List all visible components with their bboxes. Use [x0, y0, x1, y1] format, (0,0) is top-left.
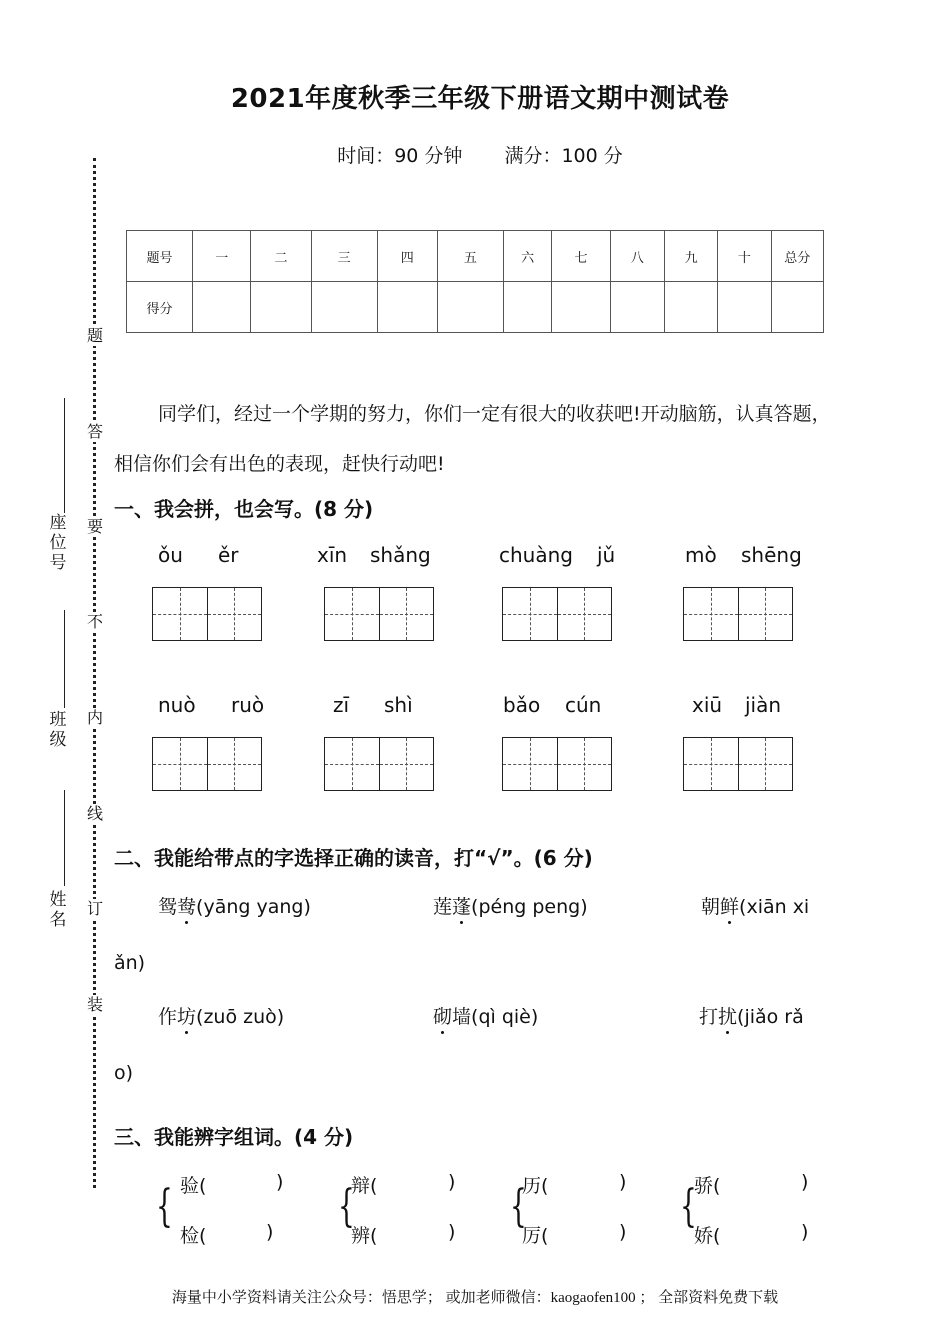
dotted-char: 鲜	[720, 892, 739, 919]
pinyin: shì	[384, 693, 413, 717]
writing-grid[interactable]	[683, 587, 793, 641]
close-paren: )	[619, 1221, 627, 1243]
pinyin-options: (qì qiè)	[471, 1006, 539, 1028]
score-cell[interactable]	[311, 282, 377, 333]
close-paren: )	[448, 1221, 456, 1243]
table-header-cell: 二	[251, 231, 311, 282]
pinyin: shēng	[741, 543, 802, 567]
reading-item-wrap: ǎn)	[114, 952, 146, 974]
close-paren: )	[801, 1221, 809, 1243]
dotted-char: 蓬	[452, 892, 471, 919]
table-header-cell: 六	[503, 231, 551, 282]
brace-icon: {	[680, 1181, 697, 1232]
reading-item[interactable]	[433, 892, 588, 919]
word-char: 娇(	[694, 1225, 721, 1247]
exam-meta	[0, 141, 950, 168]
pinyin: mò	[685, 543, 717, 567]
pinyin: jǔ	[597, 543, 616, 567]
pinyin: zī	[333, 693, 350, 717]
item-char: 鸳	[158, 896, 178, 918]
writing-grid[interactable]	[324, 737, 434, 791]
table-header-cell: 九	[664, 231, 717, 282]
close-paren: )	[448, 1171, 456, 1193]
seat-number-label: 座位号	[49, 513, 67, 573]
binding-char: 装	[86, 995, 103, 1014]
pinyin: xiū	[692, 693, 723, 717]
binding-char: 要	[86, 517, 103, 536]
table-header-cell: 十	[718, 231, 771, 282]
table-header-cell: 七	[552, 231, 610, 282]
score-cell[interactable]	[251, 282, 311, 333]
reading-item[interactable]	[433, 1002, 538, 1029]
section3-title: 三、我能辨字组词。(4 分)	[114, 1125, 354, 1149]
exam-time: 时间：90 分钟	[337, 145, 463, 167]
section1-title: 一、我会拼，也会写。(8 分)	[114, 497, 374, 521]
page-footer: 海量中小学资料请关注公众号：悟思学； 或加老师微信：kaogaofen100 ； 全部资料免费下载	[171, 1290, 779, 1306]
score-cell[interactable]	[610, 282, 664, 333]
table-header-cell: 四	[377, 231, 437, 282]
pinyin: ěr	[218, 543, 239, 567]
brace-icon: {	[510, 1181, 527, 1232]
score-cell[interactable]	[771, 282, 823, 333]
pinyin: xīn	[317, 543, 348, 567]
dotted-char: 扰	[718, 1002, 737, 1029]
item-char: 墙	[452, 1006, 472, 1028]
close-paren: )	[266, 1221, 274, 1243]
pinyin: jiàn	[745, 693, 782, 717]
word-char: 辨(	[351, 1225, 378, 1247]
writing-grid[interactable]	[502, 737, 612, 791]
reading-item[interactable]	[158, 892, 311, 919]
word-char: 骄(	[694, 1175, 721, 1197]
class-line[interactable]	[64, 610, 65, 708]
pinyin: nuò	[158, 693, 196, 717]
binding-char: 题	[86, 326, 103, 345]
writing-grid[interactable]	[152, 587, 262, 641]
table-row-label: 得分	[127, 282, 193, 333]
reading-item[interactable]	[699, 1002, 804, 1029]
item-char: 朝	[701, 896, 721, 918]
word-char: 厉(	[522, 1225, 549, 1247]
item-char: 莲	[433, 896, 453, 918]
table-header-cell: 一	[193, 231, 251, 282]
table-header-cell: 五	[437, 231, 503, 282]
brace-icon: {	[338, 1181, 355, 1232]
score-table	[126, 230, 824, 333]
pinyin: bǎo	[503, 693, 541, 717]
score-cell[interactable]	[193, 282, 251, 333]
reading-item[interactable]	[701, 892, 809, 919]
pinyin: shǎng	[370, 543, 431, 567]
exam-full-score: 满分：100 分	[504, 145, 623, 167]
pinyin-options: (zuō zuò)	[196, 1006, 285, 1028]
pinyin: ruò	[231, 693, 265, 717]
binding-char: 答	[86, 422, 103, 441]
dotted-char: 鸯	[177, 892, 196, 919]
word-char: 历(	[522, 1175, 549, 1197]
pinyin-options: (péng peng)	[471, 896, 588, 918]
score-cell[interactable]	[552, 282, 610, 333]
pinyin: cún	[565, 693, 602, 717]
pinyin-options: (yāng yang)	[196, 896, 311, 918]
close-paren: )	[276, 1171, 284, 1193]
reading-item[interactable]	[158, 1002, 284, 1029]
score-cell[interactable]	[377, 282, 437, 333]
class-label: 班级	[49, 710, 67, 750]
name-label: 姓名	[49, 890, 67, 930]
word-char: 验(	[180, 1175, 207, 1197]
writing-grid[interactable]	[324, 587, 434, 641]
table-header-cell: 八	[610, 231, 664, 282]
binding-char: 订	[86, 899, 103, 918]
pinyin-options: (xiān xi	[739, 896, 810, 918]
word-char: 辩(	[351, 1175, 378, 1197]
pinyin: chuàng	[499, 543, 573, 567]
writing-grid[interactable]	[152, 737, 262, 791]
binding-dotted-line	[93, 158, 96, 1188]
binding-char: 线	[86, 804, 103, 823]
pinyin: ǒu	[158, 543, 183, 567]
section2-title: 二、我能给带点的字选择正确的读音，打“√”。(6 分)	[114, 846, 593, 870]
pinyin-options: (jiǎo rǎ	[737, 1006, 804, 1028]
close-paren: )	[801, 1171, 809, 1193]
brace-icon: {	[156, 1181, 173, 1232]
writing-grid[interactable]	[502, 587, 612, 641]
seat-number-line[interactable]	[64, 398, 65, 513]
binding-char: 不	[86, 612, 103, 631]
word-char: 检(	[180, 1225, 207, 1247]
name-line[interactable]	[64, 790, 65, 886]
score-cell[interactable]	[718, 282, 771, 333]
table-header-cell: 题号	[127, 231, 193, 282]
item-char: 打	[699, 1006, 719, 1028]
score-cell[interactable]	[437, 282, 503, 333]
intro-paragraph: 同学们，经过一个学期的努力，你们一定有很大的收获吧!开动脑筋，认真答题，相信你们会有出色的表现，赶快行动吧!	[114, 403, 831, 475]
page-title: 2021年度秋季三年级下册语文期中测试卷	[230, 84, 730, 114]
binding-char: 内	[86, 708, 103, 727]
score-table-header-row	[127, 231, 824, 282]
reading-item-wrap: o)	[114, 1062, 134, 1084]
dotted-char: 坊	[177, 1002, 196, 1029]
writing-grid[interactable]	[683, 737, 793, 791]
score-table-score-row	[127, 282, 824, 333]
dotted-char: 砌	[433, 1002, 452, 1029]
table-header-cell: 总分	[771, 231, 823, 282]
score-cell[interactable]	[664, 282, 717, 333]
score-cell[interactable]	[503, 282, 551, 333]
close-paren: )	[619, 1171, 627, 1193]
item-char: 作	[158, 1006, 178, 1028]
table-header-cell: 三	[311, 231, 377, 282]
